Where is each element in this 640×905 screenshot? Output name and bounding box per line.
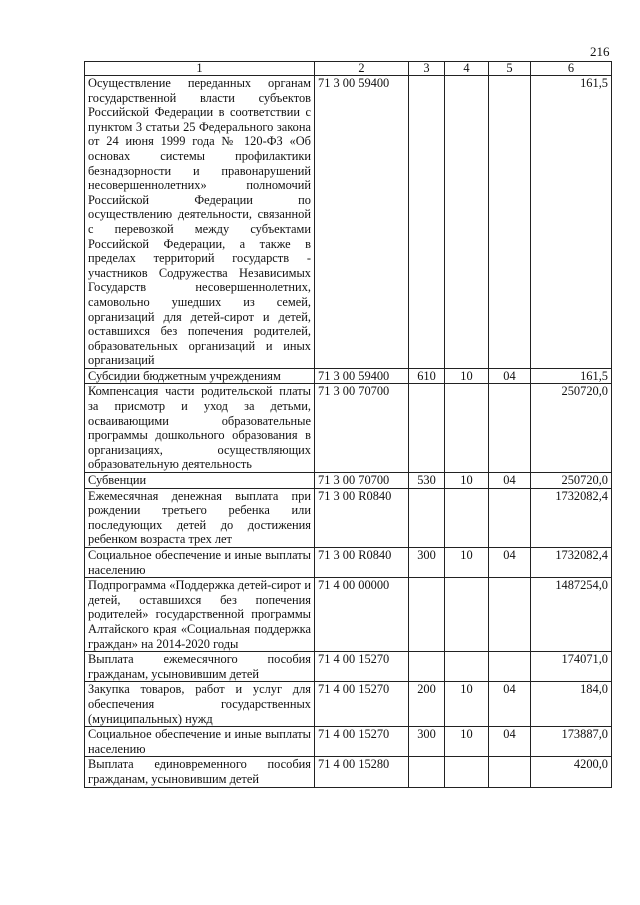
row-vr [409,757,445,787]
row-rz [445,652,489,682]
row-name: Социальное обеспечение и иные выплаты населению [85,727,315,757]
row-vr: 200 [409,682,445,727]
row-name: Социальное обеспечение и иные выплаты населению [85,548,315,578]
row-code: 71 4 00 00000 [315,578,409,652]
row-pr [489,384,531,473]
row-rz [445,578,489,652]
row-pr [489,757,531,787]
row-pr: 04 [489,473,531,489]
table-header [85,62,612,76]
row-name: Субсидии бюджетным учреждениям [85,368,315,384]
row-code: 71 4 00 15270 [315,727,409,757]
row-amount: 1732082,4 [531,488,612,547]
row-amount: 161,5 [531,368,612,384]
table-row [85,548,612,578]
header-pr: 5 [489,62,531,76]
row-amount: 184,0 [531,682,612,727]
row-vr [409,384,445,473]
budget-table [84,61,612,788]
row-rz: 10 [445,727,489,757]
row-rz: 10 [445,548,489,578]
row-vr: 300 [409,548,445,578]
row-pr: 04 [489,727,531,757]
row-name: Осуществление переданных органам государственной власти субъектов Российской Федерации в соответствии с пунктом 3 статьи 25 Федерального закона от 24 июня 1999 года № 120-ФЗ «Об основах системы профилактики безнадзорности и правонарушений несовершеннолетних» полномочий Российской Федерации по осуществлению деятельности, связанной с перевозкой между субъектами Российской Федерации, а также в пределах территорий государств - участников Содружества Независимых Государств несовершеннолетних, самовольно ушедших из семей, организаций для детей-сирот и детей, оставшихся без попечения родителей, образовательных организаций и иных организаций [85,76,315,369]
header-rz: 4 [445,62,489,76]
header-code: 2 [315,62,409,76]
row-name: Закупка товаров, работ и услуг для обеспечения государственных (муниципальных) нужд [85,682,315,727]
row-name: Компенсация части родительской платы за присмотр и уход за детьми, осваивающими образовательные программы дошкольного образования в организациях, осуществляющих образовательную деятельность [85,384,315,473]
row-name: Подпрограмма «Поддержка детей-сирот и детей, оставшихся без попечения родителей» государственной программы Алтайского края «Социальная поддержка граждан» на 2014-2020 годы [85,578,315,652]
row-name: Выплата единовременного пособия гражданам, усыновившим детей [85,757,315,787]
row-amount: 173887,0 [531,727,612,757]
row-code: 71 3 00 70700 [315,384,409,473]
row-pr [489,652,531,682]
table-row [85,682,612,727]
row-pr: 04 [489,548,531,578]
row-name: Ежемесячная денежная выплата при рождении третьего ребенка или последующих детей до достижения ребенком возраста трех лет [85,488,315,547]
row-name: Субвенции [85,473,315,489]
table-body [85,76,612,788]
row-amount: 1732082,4 [531,548,612,578]
row-rz: 10 [445,368,489,384]
table-row [85,384,612,473]
table-row [85,473,612,489]
row-name: Выплата ежемесячного пособия гражданам, усыновившим детей [85,652,315,682]
row-code: 71 3 00 R0840 [315,488,409,547]
row-vr [409,652,445,682]
row-pr: 04 [489,682,531,727]
row-vr [409,76,445,369]
row-amount: 174071,0 [531,652,612,682]
row-amount: 250720,0 [531,473,612,489]
row-pr [489,578,531,652]
row-amount: 161,5 [531,76,612,369]
row-vr [409,488,445,547]
row-pr [489,76,531,369]
row-rz [445,76,489,369]
row-code: 71 3 00 R0840 [315,548,409,578]
header-vr: 3 [409,62,445,76]
row-vr: 300 [409,727,445,757]
row-code: 71 4 00 15280 [315,757,409,787]
row-rz: 10 [445,473,489,489]
row-code: 71 4 00 15270 [315,652,409,682]
row-amount: 1487254,0 [531,578,612,652]
row-rz [445,488,489,547]
table-row [85,368,612,384]
row-vr [409,578,445,652]
header-name: 1 [85,62,315,76]
table-row [85,76,612,369]
header-row [85,62,612,76]
row-vr: 610 [409,368,445,384]
row-code: 71 3 00 59400 [315,76,409,369]
row-pr [489,488,531,547]
row-amount: 250720,0 [531,384,612,473]
row-rz [445,757,489,787]
table-row [85,488,612,547]
row-code: 71 3 00 59400 [315,368,409,384]
header-amount: 6 [531,62,612,76]
table-row [85,578,612,652]
row-code: 71 4 00 15270 [315,682,409,727]
row-rz [445,384,489,473]
page-number: 216 [590,44,610,59]
row-code: 71 3 00 70700 [315,473,409,489]
row-amount: 4200,0 [531,757,612,787]
table-row [85,727,612,757]
table-row [85,757,612,787]
table-row [85,652,612,682]
row-rz: 10 [445,682,489,727]
row-vr: 530 [409,473,445,489]
row-pr: 04 [489,368,531,384]
